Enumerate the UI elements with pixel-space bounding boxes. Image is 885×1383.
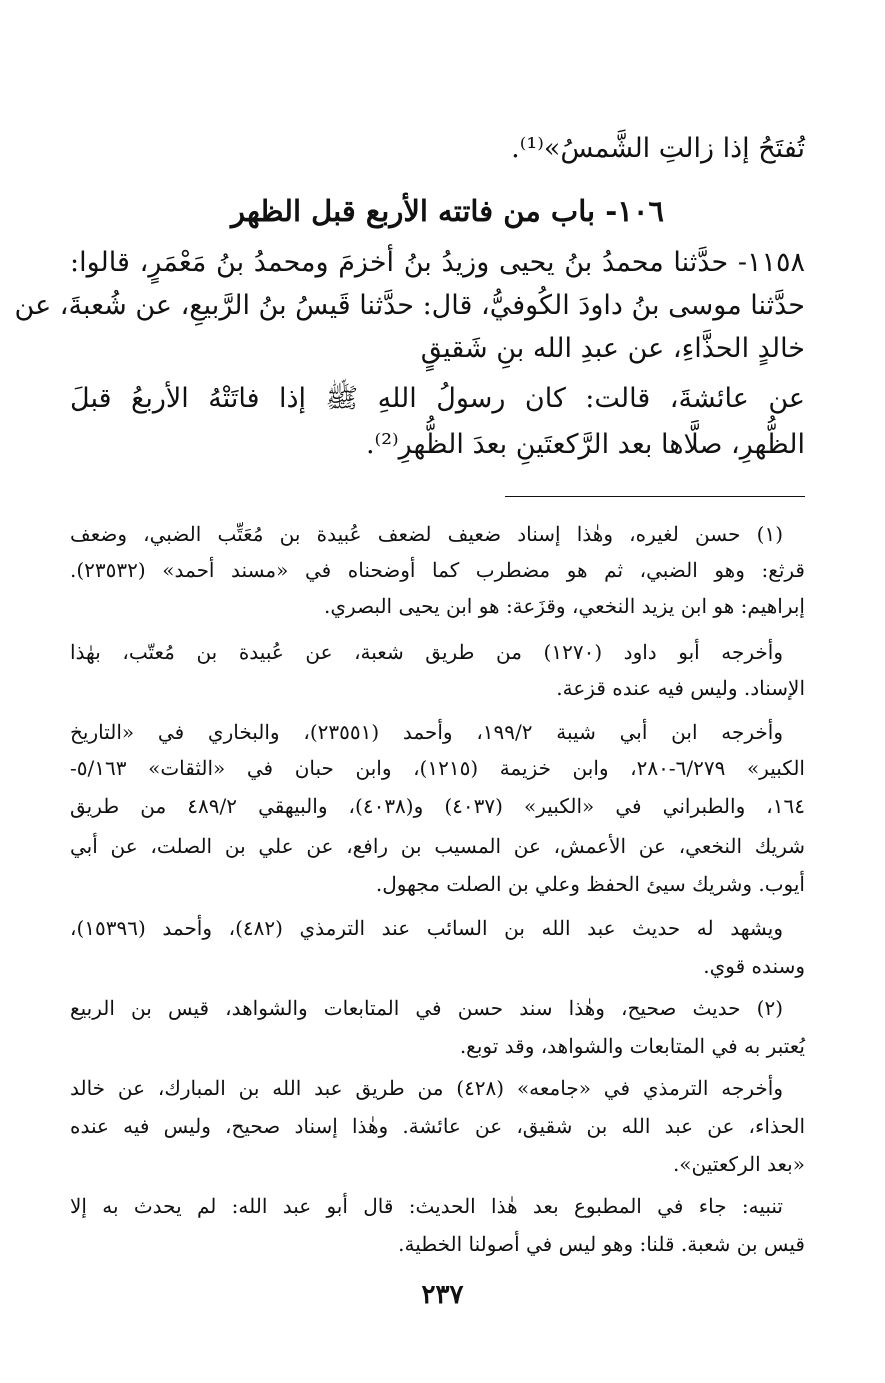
footnote-line: الحذاء، عن عبد الله بن شقيق، عن عائشة. وهٰذا إسناد صحيح، وليس فيه عنده bbox=[70, 1114, 805, 1138]
footnote-line: «بعد الركعتين». bbox=[672, 1152, 805, 1176]
hadith-chain-line: حدَّثنا موسى بنُ داودَ الكُوفيُّ، قال: حدَّثنا قَيسُ بنُ الرَّبيعِ، عن شُعبةَ، عن bbox=[14, 290, 805, 321]
footnote-line: يُعتبر به في المتابعات والشواهد، وقد توبع. bbox=[459, 1034, 805, 1058]
page-number: ٢٣٧ bbox=[421, 1280, 464, 1310]
footnote-divider bbox=[505, 496, 805, 497]
chapter-heading: ١٠٦- باب من فاتته الأربع قبل الظهر bbox=[231, 194, 664, 228]
footnote-line: قيس بن شعبة. قلنا: وهو ليس في أصولنا الخطية. bbox=[398, 1232, 805, 1256]
opening-line: تُفتَحُ إذا زالتِ الشَّمسُ»⁽¹⁾. bbox=[511, 133, 805, 164]
hadith-chain-line: ١١٥٨- حدَّثنا محمدُ بنُ يحيى وزيدُ بنُ أخزمَ ومحمدُ بنُ مَعْمَرٍ، قالوا: bbox=[70, 247, 805, 278]
footnote-line: (١) حسن لغيره، وهٰذا إسناد ضعيف لضعف عُبيدة بن مُعَتِّب الضبي، وضعف bbox=[70, 522, 783, 546]
footnote-line: وسنده قوي. bbox=[703, 954, 805, 978]
footnote-line: وأخرجه أبو داود (١٢٧٠) من طريق شعبة، عن عُبيدة بن مُعتّب، بهٰذا bbox=[70, 640, 783, 664]
footnote-line: (٢) حديث صحيح، وهٰذا سند حسن في المتابعات والشواهد، قيس بن الربيع bbox=[70, 996, 783, 1020]
footnote-line: الإسناد. وليس فيه عنده قزعة. bbox=[556, 676, 805, 700]
hadith-chain-line: خالدٍ الحذَّاءِ، عن عبدِ الله بنِ شَقيقٍ bbox=[420, 333, 805, 364]
footnote-line: تنبيه: جاء في المطبوع بعد هٰذا الحديث: قال أبو عبد الله: لم يحدث به إلا bbox=[70, 1194, 783, 1218]
footnote-line: إبراهيم: هو ابن يزيد النخعي، وقزَعة: هو ابن يحيى البصري. bbox=[324, 594, 805, 618]
footnote-line: قرثع: وهو الضبي، ثم هو مضطرب كما أوضحناه في «مسند أحمد» (٢٣٥٣٢). bbox=[70, 558, 805, 582]
footnote-line: أيوب. وشريك سيئ الحفظ وعلي بن الصلت مجهول. bbox=[375, 872, 805, 896]
footnote-line: شريك النخعي، عن الأعمش، عن المسيب بن رافع، عن علي بن الصلت، عن أبي bbox=[70, 834, 805, 858]
footnote-line: ١٦٤، والطبراني في «الكبير» (٤٠٣٧) و(٤٠٣٨)، والبيهقي ٤٨٩/٢ من طريق bbox=[70, 794, 805, 818]
hadith-text-line: الظُّهرِ، صلَّاها بعد الرَّكعتَينِ بعدَ الظُّهرِ⁽²⁾. bbox=[365, 429, 805, 460]
footnote-line: وأخرجه الترمذي في «جامعه» (٤٢٨) من طريق عبد الله بن المبارك، عن خالد bbox=[70, 1076, 783, 1100]
footnote-line: وأخرجه ابن أبي شيبة ١٩٩/٢، وأحمد (٢٣٥٥١)، والبخاري في «التاريخ bbox=[70, 720, 783, 744]
hadith-text-line: عن عائشةَ، قالت: كان رسولُ اللهِ ﷺ إذا فاتَتْهُ الأربعُ قبلَ bbox=[70, 383, 805, 414]
footnote-line: الكبير» ٦/٢٧٩-٢٨٠، وابن خزيمة (١٢١٥)، وابن حبان في «الثقات» ٥/١٦٣- bbox=[70, 756, 805, 780]
footnote-line: ويشهد له حديث عبد الله بن السائب عند الترمذي (٤٨٢)، وأحمد (١٥٣٩٦)، bbox=[70, 916, 783, 940]
